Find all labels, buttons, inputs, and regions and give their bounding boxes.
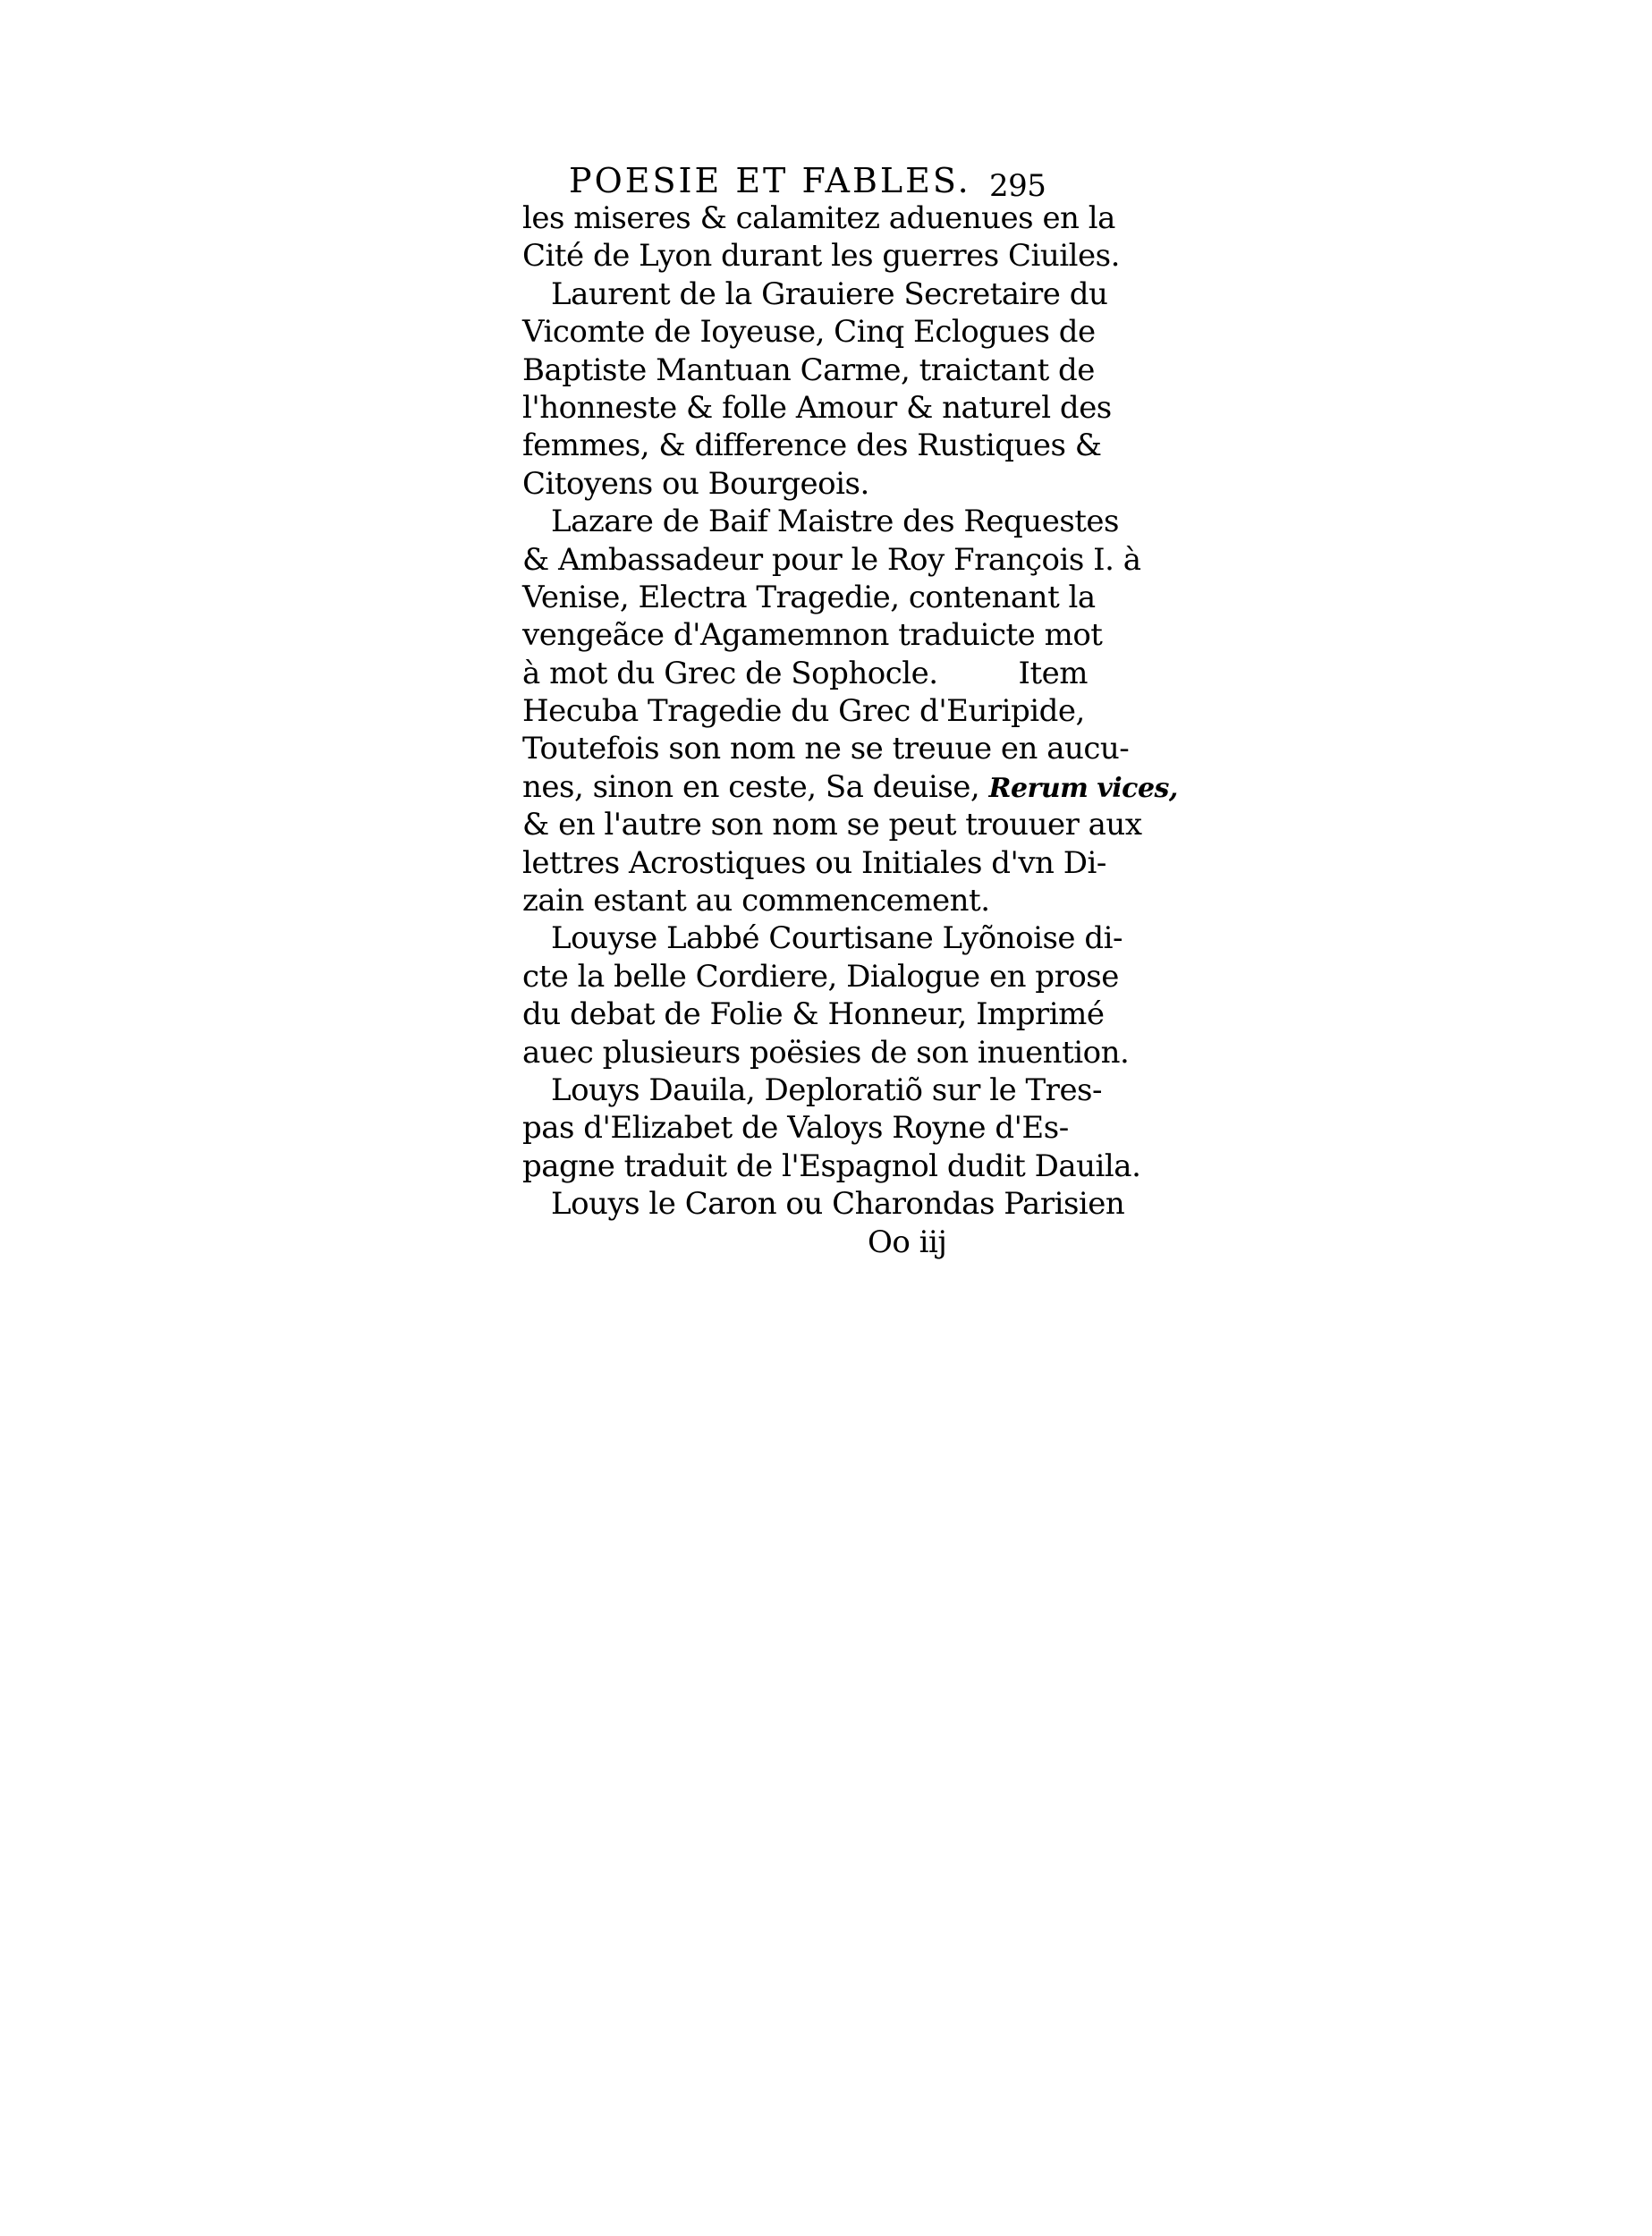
text-line: Cité de Lyon durant les guerres Ciuiles. [522, 238, 1120, 275]
text-line: lettres Acrostiques ou Initiales d'vn Di- [522, 844, 1106, 881]
text-line-with-motto [522, 768, 1178, 806]
motto-italic: Rerum vices, [988, 772, 1178, 804]
text-line: du debat de Folie & Honneur, Imprimé [522, 996, 1105, 1033]
text-line: auec plusieurs poësies de son inuention. [522, 1034, 1130, 1071]
signature-mark: Oo iij [868, 1224, 947, 1260]
text-line: Louys le Caron ou Charondas Parisien [551, 1186, 1125, 1223]
text-line: Vicomte de Ioyeuse, Cinq Eclogues de [522, 314, 1096, 351]
text-segment: à mot du Grec de Sophocle. [522, 655, 938, 691]
text-line: Toutefois son nom ne se treuue en aucu- [522, 731, 1130, 767]
page-number: 295 [989, 168, 1046, 204]
text-segment: nes, sinon en ceste, Sa deuise, [522, 768, 980, 805]
text-line: cte la belle Cordiere, Dialogue en prose [522, 958, 1119, 995]
text-line: Laurent de la Grauiere Secretaire du [551, 275, 1108, 312]
text-line: & Ambassadeur pour le Roy François I. à [522, 541, 1141, 578]
text-line: Hecuba Tragedie du Grec d'Euripide, [522, 693, 1085, 730]
text-line: pagne traduit de l'Espagnol dudit Dauila. [522, 1148, 1141, 1184]
text-line: & en l'autre son nom se peut trouuer aux [522, 807, 1142, 843]
text-line: Lazare de Baif Maistre des Requestes [551, 504, 1120, 540]
running-title: POESIE ET FABLES. [569, 161, 971, 200]
text-segment: Item [1018, 655, 1089, 691]
page-text-block [522, 161, 1178, 1261]
text-line: Citoyens ou Bourgeois. [522, 465, 869, 502]
text-line: Venise, Electra Tragedie, contenant la [522, 579, 1096, 615]
text-line: Louyse Labbé Courtisane Lyõnoise di- [551, 920, 1123, 957]
text-line: les miseres & calamitez aduenues en la [522, 200, 1115, 236]
text-line: vengeãce d'Agamemnon traduicte mot [522, 617, 1103, 654]
text-line: pas d'Elizabet de Valoys Royne d'Es- [522, 1110, 1069, 1147]
text-line: Louys Dauila, Deploratiõ sur le Tres- [551, 1071, 1102, 1108]
running-head [522, 162, 1068, 207]
text-line: femmes, & difference des Rustiques & [522, 428, 1102, 464]
text-line-with-item [522, 655, 1089, 692]
text-line: Baptiste Mantuan Carme, traictant de [522, 351, 1095, 388]
text-line: zain estant au commencement. [522, 883, 990, 919]
text-line: l'honneste & folle Amour & naturel des [522, 389, 1112, 426]
